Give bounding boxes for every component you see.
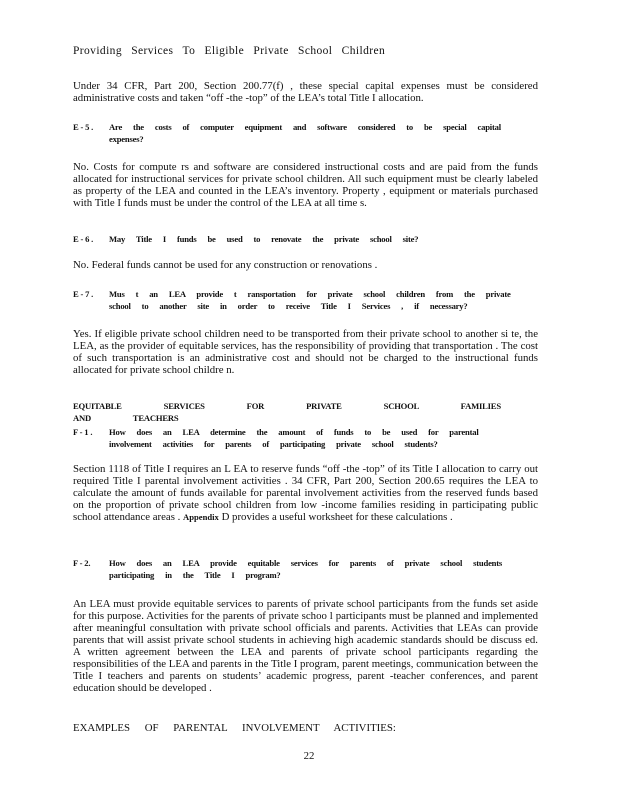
page-header-title: Providing Services To Eligible Private School Children bbox=[73, 45, 386, 57]
answer-e6: No. Federal funds cannot be used for any construction or renovations . bbox=[73, 259, 378, 271]
question-number: E - 6 . bbox=[73, 234, 94, 244]
examples-heading: EXAMPLES OF PARENTAL INVOLVEMENT ACTIVITIES: bbox=[73, 722, 396, 734]
answer-f1-body: Section 1118 of Title I requires an L EA to reserve funds “off -the -top” of its Title I allocation to carry out required Title I parental involvement activities . 34 CFR, Part 200, Section 200.65 requires the LEA to calculate the amount of funds available for parental involvement activities from the reserved funds based on the proportion of private school children from low -income families residing in participating public school attendance areas . bbox=[73, 463, 538, 523]
question-text: May Title I funds be used to renovate the private school site? bbox=[109, 234, 419, 244]
page-number: 22 bbox=[303, 750, 315, 762]
question-f1 bbox=[73, 426, 518, 450]
question-number: E - 5 . bbox=[73, 122, 94, 132]
question-number: F - 2. bbox=[73, 558, 91, 568]
question-f2 bbox=[73, 557, 518, 581]
question-text: How does an LEA determine the amount of funds to be used for parental involvement activities for parents of participating private school students? bbox=[109, 427, 479, 449]
question-e6 bbox=[73, 233, 518, 245]
intro-paragraph: Under 34 CFR, Part 200, Section 200.77(f) , these special capital expenses must be considered administrative costs and taken “off -the -top” of the LEA’s total Title I allocation. bbox=[73, 80, 538, 104]
question-text: Are the costs of computer equipment and software considered to be special capital expenses? bbox=[109, 122, 501, 144]
question-e5 bbox=[73, 121, 518, 145]
answer-e5: No. Costs for compute rs and software are considered instructional costs and are paid from the funds allocated for instructional services for private school children. All such equipment must be clearly labeled as property of the LEA and counted in the LEA’s inventory. Property , equipment or materials purchased with Title I funds must be under the control of the LEA at all time s. bbox=[73, 161, 538, 209]
question-text: How does an LEA provide equitable services for parents of private school students participating in the Title I program? bbox=[109, 558, 503, 580]
question-number: F - 1 . bbox=[73, 427, 93, 437]
answer-f1 bbox=[73, 463, 538, 523]
answer-f1-tail: D provides a useful worksheet for these calculations . bbox=[221, 511, 453, 523]
answer-f2: An LEA must provide equitable services to parents of private school participants from the funds set aside for this purpose. Activities for the parents of private schoo l participants must be planned and implemented after meaningful consultation with private school officials and parents. Activities that LEAs can provide parents that will assist private school students in achieving high academic standards should be discuss ed. A written agreement between the LEA and parents of private school participants regarding the responsibilities of the LEA and parents in the Title I program, parent meetings, communication between the Title I teachers and parents on students’ academic progress, parent -teacher conferences, and parent education should be developed . bbox=[73, 598, 538, 694]
question-text: Mus t an LEA provide t ransportation for private school children from the private school to another site in order to receive Title I Services , if necessary? bbox=[109, 289, 511, 311]
section-heading: EQUITABLE SERVICES FOR PRIVATE SCHOOL FAMILIES AND TEACHERS bbox=[73, 401, 501, 423]
question-number: E - 7 . bbox=[73, 289, 94, 299]
answer-e7: Yes. If eligible private school children need to be transported from their private school to another si te, the LEA, as the provider of equitable services, has the responsibility of providing that transportation . The cost of such transportation is an administrative cost and should not be charged to the instructional funds allocated for private school childre n. bbox=[73, 328, 538, 376]
appendix-label: Appendix bbox=[183, 512, 219, 522]
question-e7 bbox=[73, 288, 518, 312]
